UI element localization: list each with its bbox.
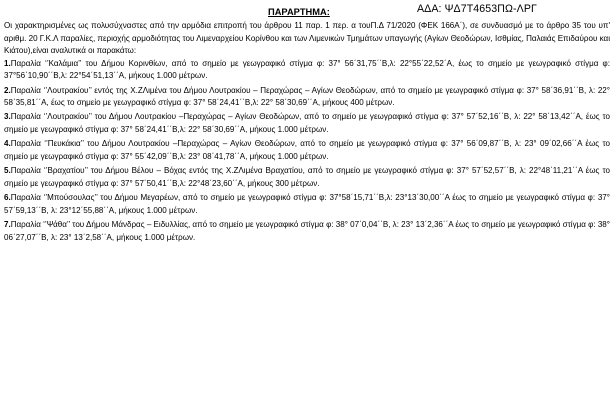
ada-code: ΑΔΑ: ΨΔ7Τ4653ΠΩ-ΛΡΓ: [417, 3, 537, 15]
beach-item-5: [4, 165, 610, 190]
beach-item-1: [4, 58, 610, 83]
item-number: 6.: [4, 193, 11, 203]
item-number: 3.: [4, 112, 11, 122]
item-text: Παραλία ‘’Ψάθα’’ του Δήμου Μάνδρας – Ειδυλλίας, από το σημείο με γεωγραφικό στίγμα φ: 38° 07΄0,04΄΄Β, λ: 23° 13΄2,36΄΄Α έως το σημείο με γεωγραφικό στίγμα φ: 38° 06΄27,07΄΄Β, λ: 23° 13΄2,58΄΄Α, μήκους 1.000 μέτρων.: [4, 219, 610, 242]
beach-item-2: [4, 85, 610, 110]
item-text: Παραλία ‘’Λουτρακίου’’ εντός της Χ.ΖΛιμένα του Δήμου Λουτρακίου – Περαχώρας – Αγίων Θεοδώρων, από το σημείο με γεωγραφικό στίγμα φ: 37° 58΄36,91΄΄Β, λ: 22° 58΄35,81΄΄Α, έως το σημείο με γεωγραφικό στίγμα φ: 37° 58΄24,41΄΄Β,λ: 22° 58΄30,69΄΄Α, μήκους 400 μέτρων.: [4, 85, 610, 108]
item-number: 1.: [4, 58, 11, 68]
beach-item-3: [4, 111, 610, 136]
beach-item-6: [4, 192, 610, 217]
item-text: Παραλία ‘’Μπούσουλας’’ του Δήμου Μεγαρέων, από το σημείο με γεωγραφικό στίγμα φ: 37°58΄15,71΄΄Β,λ: 23°13΄30,00΄΄Α έως το σημείο με γεωγραφικό στίγμα φ: 37° 57΄59,13΄΄Β, λ: 23°12΄55,88΄΄Α, μήκους 1.000 μέτρων.: [4, 193, 610, 215]
intro-paragraph: Οι χαρακτηρισμένες ως πολυσύχναστες από την αρμόδια επιτροπή του άρθρου 11 παρ. 1 περ. α τουΠ.Δ 71/2020 (ΦΕΚ 166Α΄), σε συνδυασμό με το άρθρο 35 του υπ' αριθμ. 20 Γ.Κ.Λ παραλίες, περιοχής αρμοδιότητας του Λιμεναρχείου Κορίνθου και των Λιμενικών Τμημάτων υπαγωγής (Αγίων Θεοδώρων, Ισθμίας, Παλαιάς Επιδαύρου και Κιάτου),είναι αναλυτικά οι παρακάτω:: [4, 21, 610, 56]
item-number: 2.: [4, 85, 11, 95]
beach-item-7: [4, 219, 610, 244]
item-text: Παραλία ‘’Βραχατίου’’ του Δήμου Βέλου – Βόχας εντός της Χ.ΖΛιμένα Βραχατίου, από το σημείο με γεωγραφικό στίγμα φ: 37° 57΄52,57΄΄Β, λ: 22°48΄11,21΄΄Α έως το σημείο με γεωγραφικό στίγμα φ: 37° 57΄50,41΄΄Β,λ: 22°48΄23,60΄΄Α, μήκους 300 μέτρων.: [4, 166, 610, 188]
item-number: 4.: [4, 139, 11, 149]
item-text: Παραλία ‘’Καλάμια’’ του Δήμου Κορινθίων, από το σημείο με γεωγραφικό στίγμα φ: 37° 56΄31,75΄΄Β,λ: 22°55΄22,52΄Α, έως το σημείο με γεωγραφικό στίγμα φ: 37°56΄10,90΄΄Β,λ: 22°54΄51,13΄΄Α, μήκους 1.000 μέτρων.: [4, 58, 610, 81]
item-text: Παραλία ‘’Λουτρακίου’’ του Δήμου Λουτρακίου –Περαχώρας – Αγίων Θεοδώρων, από το σημείο με γεωγραφικό στίγμα φ: 37° 57΄52,16΄΄Β, λ: 22° 58΄13,42΄΄Α, έως το σημείο με γεωγραφικό στίγμα φ: 37° 58΄24,41΄΄Β,λ: 22° 58΄30,69΄΄Α, μήκους 1.000 μέτρων.: [4, 112, 610, 134]
item-number: 5.: [4, 166, 11, 176]
beach-item-4: [4, 138, 610, 163]
document-header: [4, 3, 610, 20]
item-number: 7.: [4, 219, 11, 229]
document-page: [4, 3, 610, 246]
annex-title: ΠΑΡΑΡΤΗΜΑ:: [268, 7, 330, 17]
item-text: Παραλία ‘’Πευκάκια’’ του Δήμου Λουτρακίου –Περαχώρας – Αγίων Θεοδώρων, από το σημείο με γεωγραφικό στίγμα φ: 37° 56΄09,87΄΄Β, λ: 23° 09΄02,66΄΄Α έως το σημείο με γεωγραφικό στίγμα φ: 37° 55΄42,09΄΄Β,λ: 23° 08΄41,78΄΄Α, μήκους 1.000 μέτρων.: [4, 139, 610, 161]
